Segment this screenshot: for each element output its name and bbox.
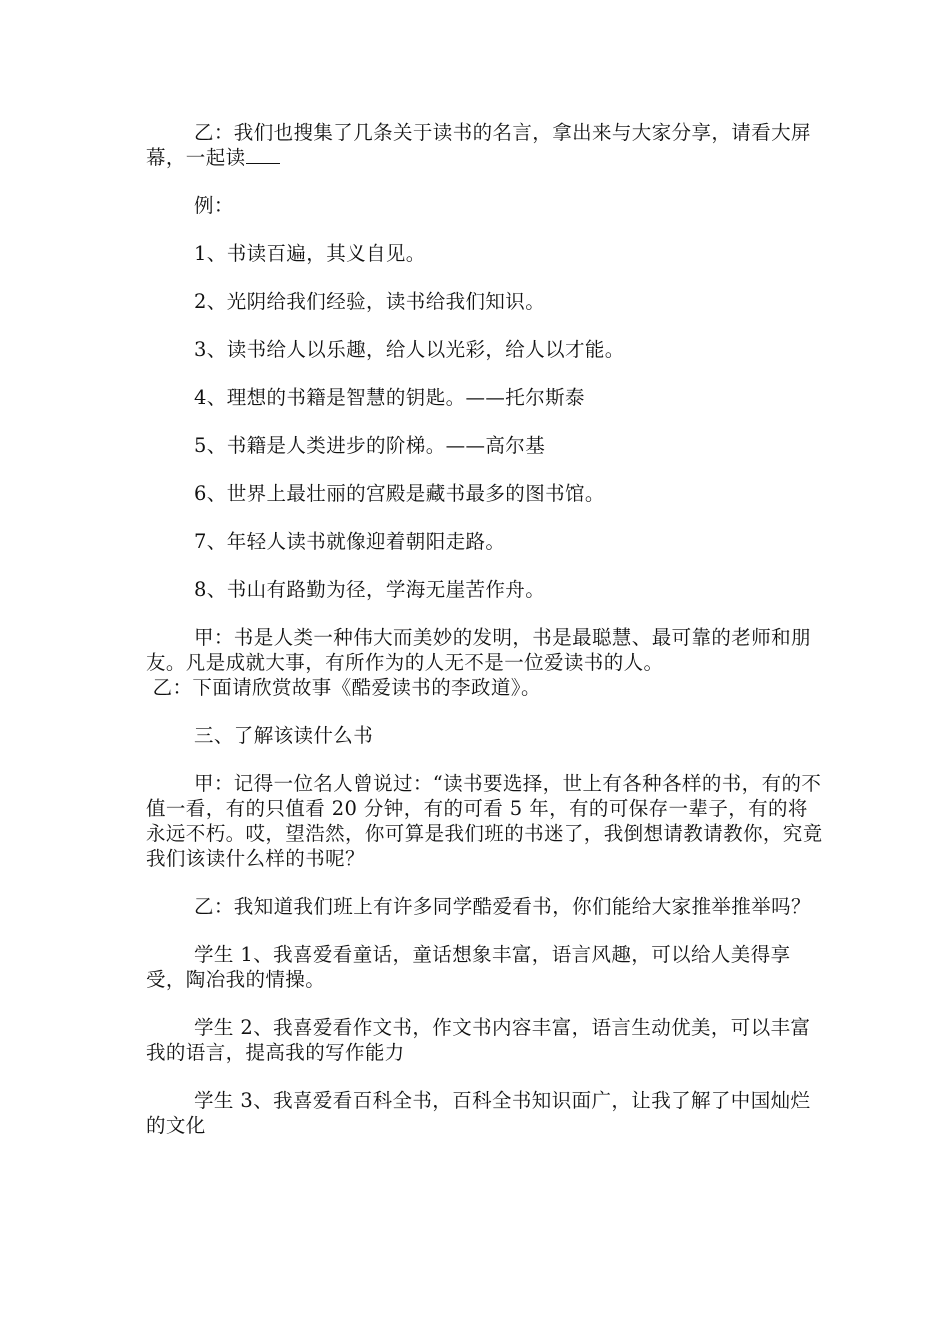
quote-item-7: 7、年轻人读书就像迎着朝阳走路。	[194, 530, 506, 553]
quote-item-8: 8、书山有路勤为径，学海无崖苦作舟。	[194, 578, 546, 601]
quote-item-5: 5、书籍是人类进步的阶梯。——高尔基	[194, 434, 546, 457]
paragraph-example-label: 例：	[194, 194, 234, 217]
paragraph-yi-recommend: 乙：我知道我们班上有许多同学酷爱看书，你们能给大家推举推举吗？	[194, 895, 811, 918]
paragraph-jia-quote: 甲：记得一位名人曾说过：“读书要选择，世上有各种各样的书，有的不值一看，有的只值看 20 分钟，有的可看 5 年，有的可保存一辈子，有的将永远不朽。哎，望浩然，你可算是我们班的书迷了，我倒想请教请教你，究竟我们该读什么样的书呢？	[146, 772, 823, 870]
section-heading-3: 三、了解该读什么书	[194, 724, 374, 747]
paragraph-intro	[146, 120, 826, 170]
paragraph-text: 乙：我们也搜集了几条关于读书的名言，拿出来与大家分享，请看大屏幕，一起读	[146, 121, 811, 169]
document-page	[146, 120, 826, 1161]
fill-blank	[246, 145, 280, 164]
paragraph-jia-books: 甲：书是人类一种伟大而美妙的发明，书是最聪慧、最可靠的老师和朋友。凡是成就大事，有所作为的人无不是一位爱读书的人。	[146, 626, 811, 674]
paragraph-yi-story	[146, 675, 826, 700]
quote-item-4: 4、理想的书籍是智慧的钥匙。——托尔斯泰	[194, 386, 585, 409]
paragraph-student-1: 学生 1、我喜爱看童话，童话想象丰富，语言风趣，可以给人美得享受，陶冶我的情操。	[146, 943, 791, 991]
paragraph-student-3: 学生 3、我喜爱看百科全书，百科全书知识面广，让我了解了中国灿烂的文化	[146, 1089, 811, 1137]
quote-item-6: 6、世界上最壮丽的宫殿是藏书最多的图书馆。	[194, 482, 605, 505]
quote-item-3: 3、读书给人以乐趣，给人以光彩，给人以才能。	[194, 338, 625, 361]
paragraph-text: 乙：下面请欣赏故事《酷爱读书的李政道》。	[152, 676, 541, 699]
quote-item-2: 2、光阴给我们经验，读书给我们知识。	[194, 290, 546, 313]
quote-item-1: 1、书读百遍，其义自见。	[194, 242, 426, 265]
paragraph-student-2: 学生 2、我喜爱看作文书，作文书内容丰富，语言生动优美，可以丰富我的语言，提高我的写作能力	[146, 1016, 811, 1064]
